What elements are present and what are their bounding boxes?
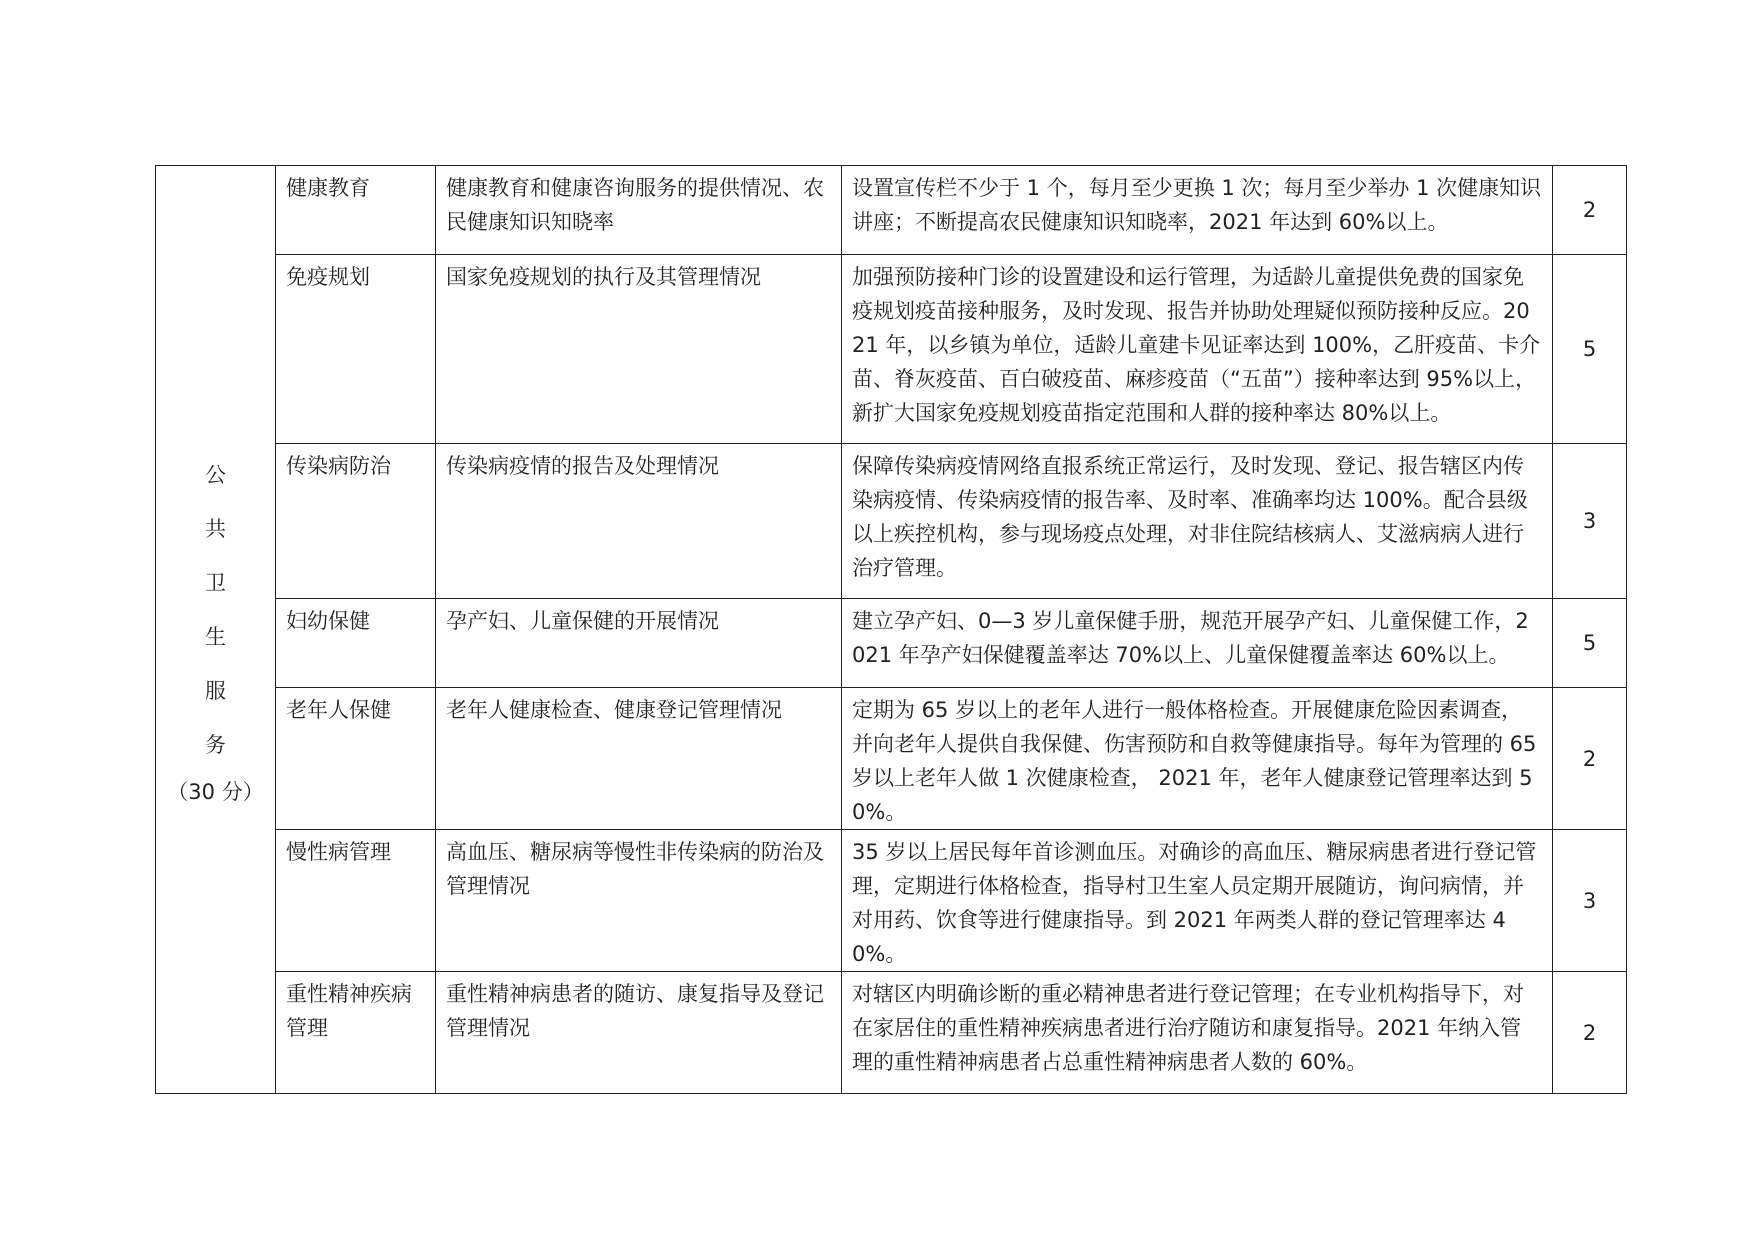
item-score: 3: [1553, 444, 1627, 599]
table-row: [156, 166, 1627, 255]
assessment-table: [155, 165, 1627, 1094]
item-name: 重性精神疾病管理: [276, 972, 436, 1094]
item-standard: 建立孕产妇、0—3 岁儿童保健手册，规范开展孕产妇、儿童保健工作，2021 年孕产妇保健覆盖率达 70%以上、儿童保健覆盖率达 60%以上。: [842, 599, 1553, 688]
table-row: [156, 688, 1627, 830]
item-content: 孕产妇、儿童保健的开展情况: [436, 599, 842, 688]
item-name: 健康教育: [276, 166, 436, 255]
item-score: 5: [1553, 255, 1627, 444]
item-standard: 设置宣传栏不少于 1 个，每月至少更换 1 次；每月至少举办 1 次健康知识讲座；不断提高农民健康知识知晓率，2021 年达到 60%以上。: [842, 166, 1553, 255]
table-row: [156, 444, 1627, 599]
item-name: 传染病防治: [276, 444, 436, 599]
table-row: [156, 830, 1627, 972]
item-content: 健康教育和健康咨询服务的提供情况、农民健康知识知晓率: [436, 166, 842, 255]
item-score: 2: [1553, 688, 1627, 830]
item-content: 老年人健康检查、健康登记管理情况: [436, 688, 842, 830]
category-cell: [156, 166, 276, 1094]
table-row: [156, 599, 1627, 688]
item-name: 慢性病管理: [276, 830, 436, 972]
item-content: 高血压、糖尿病等慢性非传染病的防治及管理情况: [436, 830, 842, 972]
category-label: 公 共 卫 生 服 务: [205, 462, 226, 757]
category-score: （30 分）: [167, 779, 264, 804]
table-row: [156, 255, 1627, 444]
item-score: 2: [1553, 972, 1627, 1094]
item-standard: 35 岁以上居民每年首诊测血压。对确诊的高血压、糖尿病患者进行登记管理，定期进行体格检查，指导村卫生室人员定期开展随访，询问病情，并对用药、饮食等进行健康指导。到 2021 年两类人群的登记管理率达 40%。: [842, 830, 1553, 972]
item-score: 2: [1553, 166, 1627, 255]
item-name: 免疫规划: [276, 255, 436, 444]
item-content: 传染病疫情的报告及处理情况: [436, 444, 842, 599]
item-standard: 加强预防接种门诊的设置建设和运行管理，为适龄儿童提供免费的国家免疫规划疫苗接种服务，及时发现、报告并协助处理疑似预防接种反应。2021 年，以乡镇为单位，适龄儿童建卡见证率达到 100%，乙肝疫苗、卡介苗、脊灰疫苗、百白破疫苗、麻疹疫苗（“五苗”）接种率达到 95%以上，新扩大国家免疫规划疫苗指定范围和人群的接种率达 80%以上。: [842, 255, 1553, 444]
item-name: 老年人保健: [276, 688, 436, 830]
item-standard: 保障传染病疫情网络直报系统正常运行，及时发现、登记、报告辖区内传染病疫情、传染病疫情的报告率、及时率、准确率均达 100%。配合县级以上疾控机构，参与现场疫点处理，对非住院结核病人、艾滋病病人进行治疗管理。: [842, 444, 1553, 599]
item-content: 重性精神病患者的随访、康复指导及登记管理情况: [436, 972, 842, 1094]
item-standard: 定期为 65 岁以上的老年人进行一般体格检查。开展健康危险因素调查，并向老年人提供自我保健、伤害预防和自救等健康指导。每年为管理的 65 岁以上老年人做 1 次健康检查， 2021 年，老年人健康登记管理率达到 50%。: [842, 688, 1553, 830]
item-standard: 对辖区内明确诊断的重必精神患者进行登记管理；在专业机构指导下，对在家居住的重性精神疾病患者进行治疗随访和康复指导。2021 年纳入管理的重性精神病患者占总重性精神病患者人数的 60%。: [842, 972, 1553, 1094]
item-score: 5: [1553, 599, 1627, 688]
item-content: 国家免疫规划的执行及其管理情况: [436, 255, 842, 444]
item-score: 3: [1553, 830, 1627, 972]
table-row: [156, 972, 1627, 1094]
item-name: 妇幼保健: [276, 599, 436, 688]
